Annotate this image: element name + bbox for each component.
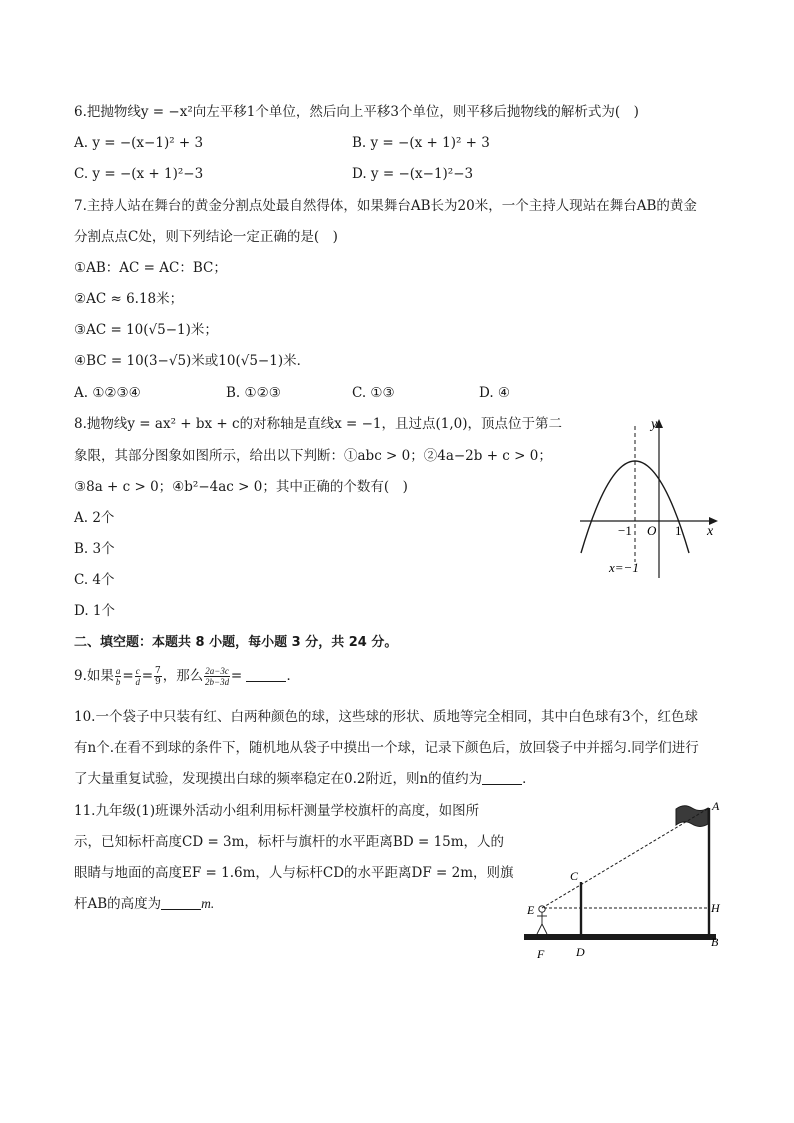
q6-option-d: D. y = −(x−1)²−3 bbox=[352, 166, 474, 182]
one-label: 1 bbox=[675, 523, 682, 538]
minus-one-label: −1 bbox=[618, 523, 632, 538]
section2-title: 二、填空题：本题共 8 小题，每小题 3 分，共 24 分。 bbox=[74, 635, 398, 650]
q11-line3: 眼睛与地面的高度EF = 1.6m，人与标杆CD的水平距离DF = 2m，则旗 bbox=[74, 865, 514, 881]
q7-option-b: B. ①②③ bbox=[226, 385, 281, 401]
q7-statement-2: ②AC ≈ 6.18米； bbox=[74, 291, 184, 307]
label-h: H bbox=[711, 901, 720, 915]
q9-line bbox=[74, 666, 300, 687]
q10-line3 bbox=[74, 769, 536, 789]
origin-label: O bbox=[647, 523, 657, 538]
q9-frac-expression: $\frac{2a-3c}{2b-3d}$ bbox=[205, 666, 230, 687]
q9-frac-c-d: $\frac{c}{d}$ bbox=[135, 666, 140, 687]
q8-option-b: B. 3个 bbox=[74, 541, 115, 557]
q8-stem-line1: 8.抛物线y = ax² + bx + c的对称轴是直线x = −1，且过点(1,0)，顶点位于第二 bbox=[74, 416, 562, 432]
q10-line3-text: 了大量重复试验，发现摸出白球的频率稳定在0.2附近，则n的值约为 bbox=[74, 771, 483, 787]
q9-suffix: = bbox=[230, 668, 243, 684]
q11-line4-text: 杆AB的高度为 bbox=[74, 896, 162, 912]
q6-option-a: A. y = −(x−1)² + 3 bbox=[74, 135, 204, 151]
q11-answer-blank[interactable] bbox=[161, 895, 201, 910]
label-b: B bbox=[711, 935, 719, 949]
label-a: A bbox=[712, 799, 720, 813]
q9-frac-a-b: $\frac{a}{b}$ bbox=[115, 666, 121, 687]
q9-frac-7-9: $\frac{7}{9}$ bbox=[155, 666, 161, 687]
symmetry-label: x=−1 bbox=[609, 560, 639, 575]
q9-answer-blank[interactable] bbox=[246, 667, 286, 682]
q8-option-d: D. 1个 bbox=[74, 603, 116, 619]
q8-stem-line2: 象限，其部分图象如图所示，给出以下判断：①abc > 0；②4a−2b + c > 0； bbox=[74, 448, 552, 464]
q7-option-a: A. ①②③④ bbox=[74, 385, 141, 401]
q7-option-c: C. ①③ bbox=[352, 385, 395, 401]
q10-line2: 有n个.在看不到球的条件下，随机地从袋子中摸出一个球，记录下颜色后，放回袋子中并摇匀.同学们进行 bbox=[74, 740, 699, 756]
q8-option-a: A. 2个 bbox=[74, 510, 115, 526]
q11-line1: 11.九年级(1)班课外活动小组利用标杆测量学校旗杆的高度，如图所 bbox=[74, 803, 480, 819]
q9-eq2: = bbox=[141, 668, 154, 684]
q11-unit: m. bbox=[201, 896, 215, 911]
flag-icon bbox=[676, 806, 708, 827]
q6-option-c: C. y = −(x + 1)²−3 bbox=[74, 166, 204, 182]
q7-statement-3: ③AC = 10(√5−1)米； bbox=[74, 322, 218, 338]
label-d: D bbox=[576, 945, 585, 959]
q6-stem: 6.把抛物线y = −x²向左平移1个单位，然后向上平移3个单位，则平移后抛物线的解析式为( ) bbox=[74, 104, 639, 120]
ground bbox=[524, 934, 716, 940]
q7-option-d: D. ④ bbox=[479, 385, 511, 401]
q11-flagpole-figure bbox=[516, 796, 728, 966]
q7-stem-line1: 7.主持人站在舞台的黄金分割点处最自然得体，如果舞台AB长为20米，一个主持人现站在舞台AB的黄金 bbox=[74, 198, 697, 214]
q6-option-b: B. y = −(x + 1)² + 3 bbox=[352, 135, 490, 151]
q7-stem-line2: 分割点点C处，则下列结论一定正确的是( ) bbox=[74, 229, 338, 245]
q9-prefix: 9.如果 bbox=[74, 668, 114, 684]
q8-parabola-graph bbox=[572, 410, 722, 580]
y-label: y bbox=[651, 417, 658, 432]
label-c: C bbox=[570, 869, 579, 883]
sight-line-ea bbox=[542, 808, 709, 908]
x-label: x bbox=[707, 524, 714, 539]
person-icon bbox=[537, 906, 547, 934]
q8-option-c: C. 4个 bbox=[74, 572, 115, 588]
q7-statement-4: ④BC = 10(3−√5)米或10(√5−1)米． bbox=[74, 353, 311, 369]
label-f: F bbox=[537, 947, 545, 961]
q10-answer-blank[interactable] bbox=[482, 770, 522, 785]
q11-line4 bbox=[74, 894, 214, 914]
q8-stem-line3: ③8a + c > 0；④b²−4ac > 0；其中正确的个数有( ) bbox=[74, 479, 408, 495]
q9-eq1: = bbox=[122, 668, 134, 684]
q9-end: ． bbox=[286, 668, 300, 684]
label-e: E bbox=[527, 903, 535, 917]
q7-statement-1: ①AB：AC = AC：BC； bbox=[74, 260, 227, 276]
q10-line1: 10.一个袋子中只装有红、白两种颜色的球，这些球的形状、质地等完全相同，其中白色球有3个，红色球 bbox=[74, 709, 699, 725]
q10-line3-end: ． bbox=[522, 771, 536, 787]
q11-line2: 示，已知标杆高度CD = 3m，标杆与旗杆的水平距离BD = 15m，人的 bbox=[74, 834, 505, 850]
q9-mid: ，那么 bbox=[162, 668, 204, 684]
